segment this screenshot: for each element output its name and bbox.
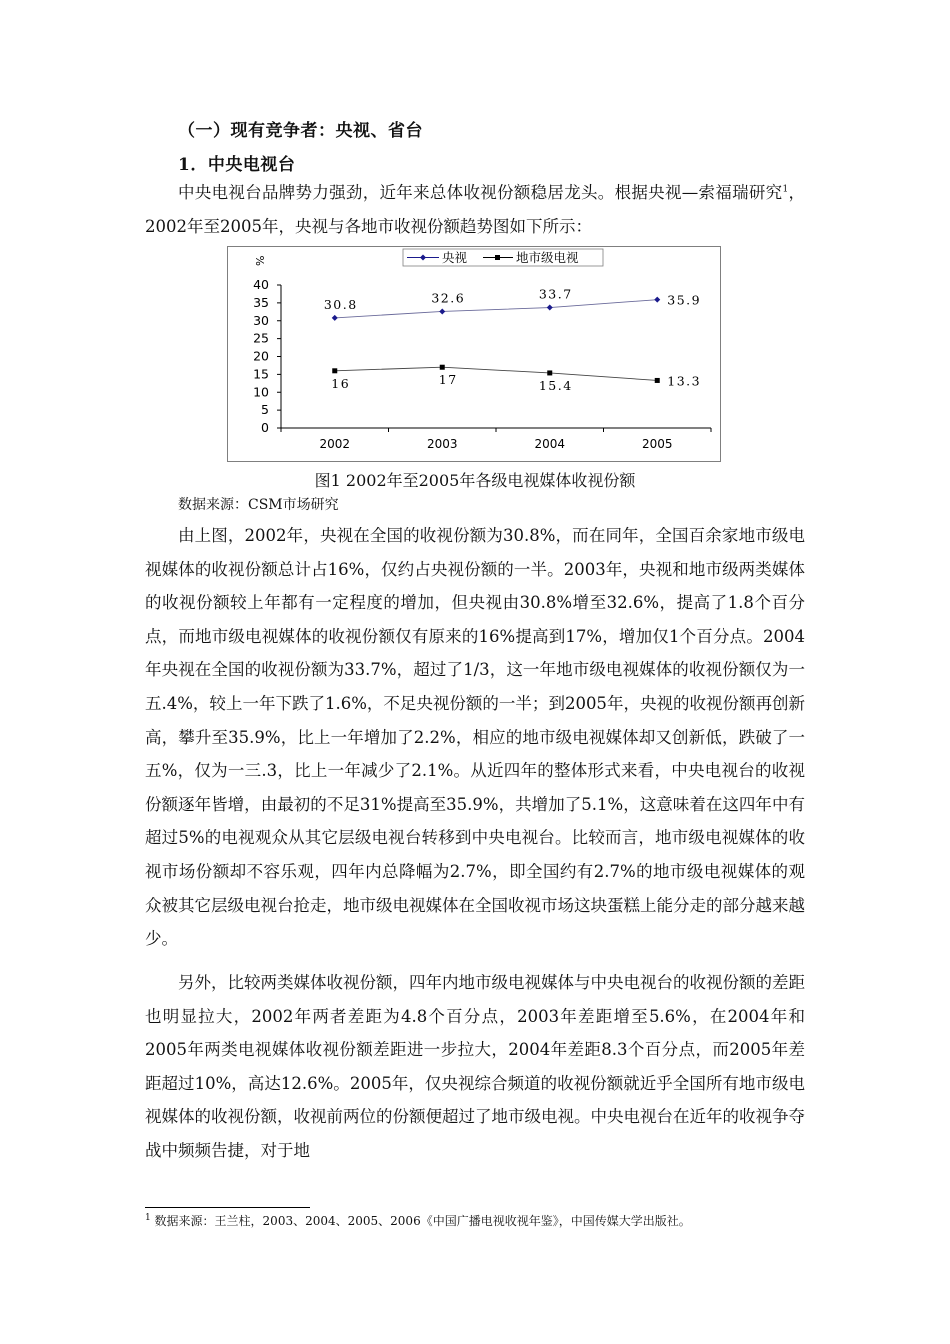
data-label-local: 17 (438, 372, 458, 388)
data-point-local (655, 378, 660, 383)
paragraph-3: 另外，比较两类媒体收视份额，四年内地市级电视媒体与中央电视台的收视份额的差距也明显拉大，2002年两者差距为4.8个百分点，2003年差距增至5.6%，在2004年和2005年两类电视媒体收视份额差距进一步拉大，2004年差距8.3个百分点，而2005年差距超过10%，高达12.6%。2005年，仅央视综合频道的收视份额就近乎全国所有地市级电视媒体的收视份额，收视前两位的份额便超过了地市级电视。中央电视台在近年的收视争夺战中频频告捷，对于地 (145, 973, 805, 1160)
footnote-number: 1 (145, 1213, 151, 1223)
x-tick-label: 2002 (319, 437, 351, 451)
footnote (145, 1212, 691, 1229)
figure-caption: 图1 2002年至2005年各级电视媒体收视份额 (314, 471, 636, 490)
data-source: 数据来源：CSM市场研究 (178, 497, 339, 513)
x-tick-label: 2003 (426, 437, 458, 451)
data-point-local (332, 368, 337, 373)
data-label-local: 13.3 (667, 373, 702, 389)
subheading: 1．中央电视台 (178, 155, 296, 175)
data-label-cctv: 33.7 (538, 286, 573, 302)
y-tick-label: 40 (253, 277, 269, 292)
y-tick-label: 5 (261, 402, 269, 418)
y-tick-label: 10 (253, 384, 269, 400)
data-label-local: 15.4 (538, 377, 573, 393)
y-axis-label: % (254, 255, 267, 266)
footnote-text: 数据来源：王兰柱，2003、2004、2005、2006《中国广播电视收视年鉴》，中国传媒大学出版社。 (150, 1214, 691, 1228)
data-label-cctv: 35.9 (667, 292, 702, 308)
data-label-cctv: 32.6 (431, 290, 466, 306)
chart-frame (228, 247, 721, 462)
footnote-reference[interactable]: 1 (782, 184, 789, 195)
y-tick-label: 35 (253, 294, 269, 310)
section-heading: （一）现有竞争者：央视、省台 (178, 121, 423, 141)
legend-marker-local (495, 255, 500, 260)
y-tick-label: 25 (253, 330, 269, 346)
line-chart (227, 246, 721, 462)
y-tick-label: 30 (253, 312, 269, 328)
data-point-local (547, 370, 552, 375)
legend-label-local: 地市级电视 (516, 250, 579, 265)
legend (403, 249, 603, 266)
paragraph-2: 由上图，2002年，央视在全国的收视份额为30.8%，而在同年，全国百余家地市级电视媒体的收视份额总计占16%，仅约占央视份额的一半。2003年，央视和地市级两类媒体的收视份额较上年都有一定程度的增加，但央视由30.8%增至32.6%，提高了1.8个百分点，而地市级电视媒体的收视份额仅有原来的16%提高到17%，增加仅1个百分点。2004年央视在全国的收视份额为33.7%，超过了1/3，这一年地市级电视媒体的收视份额仅为一五.4%，较上一年下跌了1.6%，不足央视份额的一半；到2005年，央视的收视份额再创新高，攀升至35.9%，比上一年增加了2.2%，相应的地市级电视媒体却又创新低，跌破了一五%，仅为一三.3，比上一年减少了2.1%。从近四年的整体形式来看，中央电视台的收视份额逐年皆增，由最初的不足31%提高至35.9%，共增加了5.1%，这意味着在这四年中有超过5%的电视观众从其它层级电视台转移到中央电视台。比较而言，地市级电视媒体的收视市场份额却不容乐观，四年内总降幅为2.7%，即全国约有2.7%的地市级电视媒体的观众被其它层级电视台抢走，地市级电视媒体在全国收视市场这块蛋糕上能分走的部分越来越少。 (145, 526, 805, 949)
data-point-local (440, 365, 445, 370)
x-tick-label: 2004 (534, 437, 566, 451)
x-tick-label: 2005 (641, 437, 673, 451)
y-tick-label: 20 (253, 348, 269, 364)
data-label-cctv: 30.8 (323, 296, 358, 312)
paragraph-1 (145, 176, 805, 243)
legend-label-cctv: 央视 (442, 250, 468, 265)
y-tick-label: 15 (253, 366, 269, 382)
footnote-separator (145, 1207, 310, 1208)
paragraph-1-text-a: 中央电视台品牌势力强劲，近年来总体收视份额稳居龙头。根据央视—索福瑞研究 (178, 183, 783, 202)
data-label-local: 16 (331, 375, 351, 391)
paragraph-1-text-b: ，2002年至2005年，央视与各地市收视份额趋势图如下所示： (145, 183, 806, 236)
y-tick-label: 0 (261, 420, 269, 435)
